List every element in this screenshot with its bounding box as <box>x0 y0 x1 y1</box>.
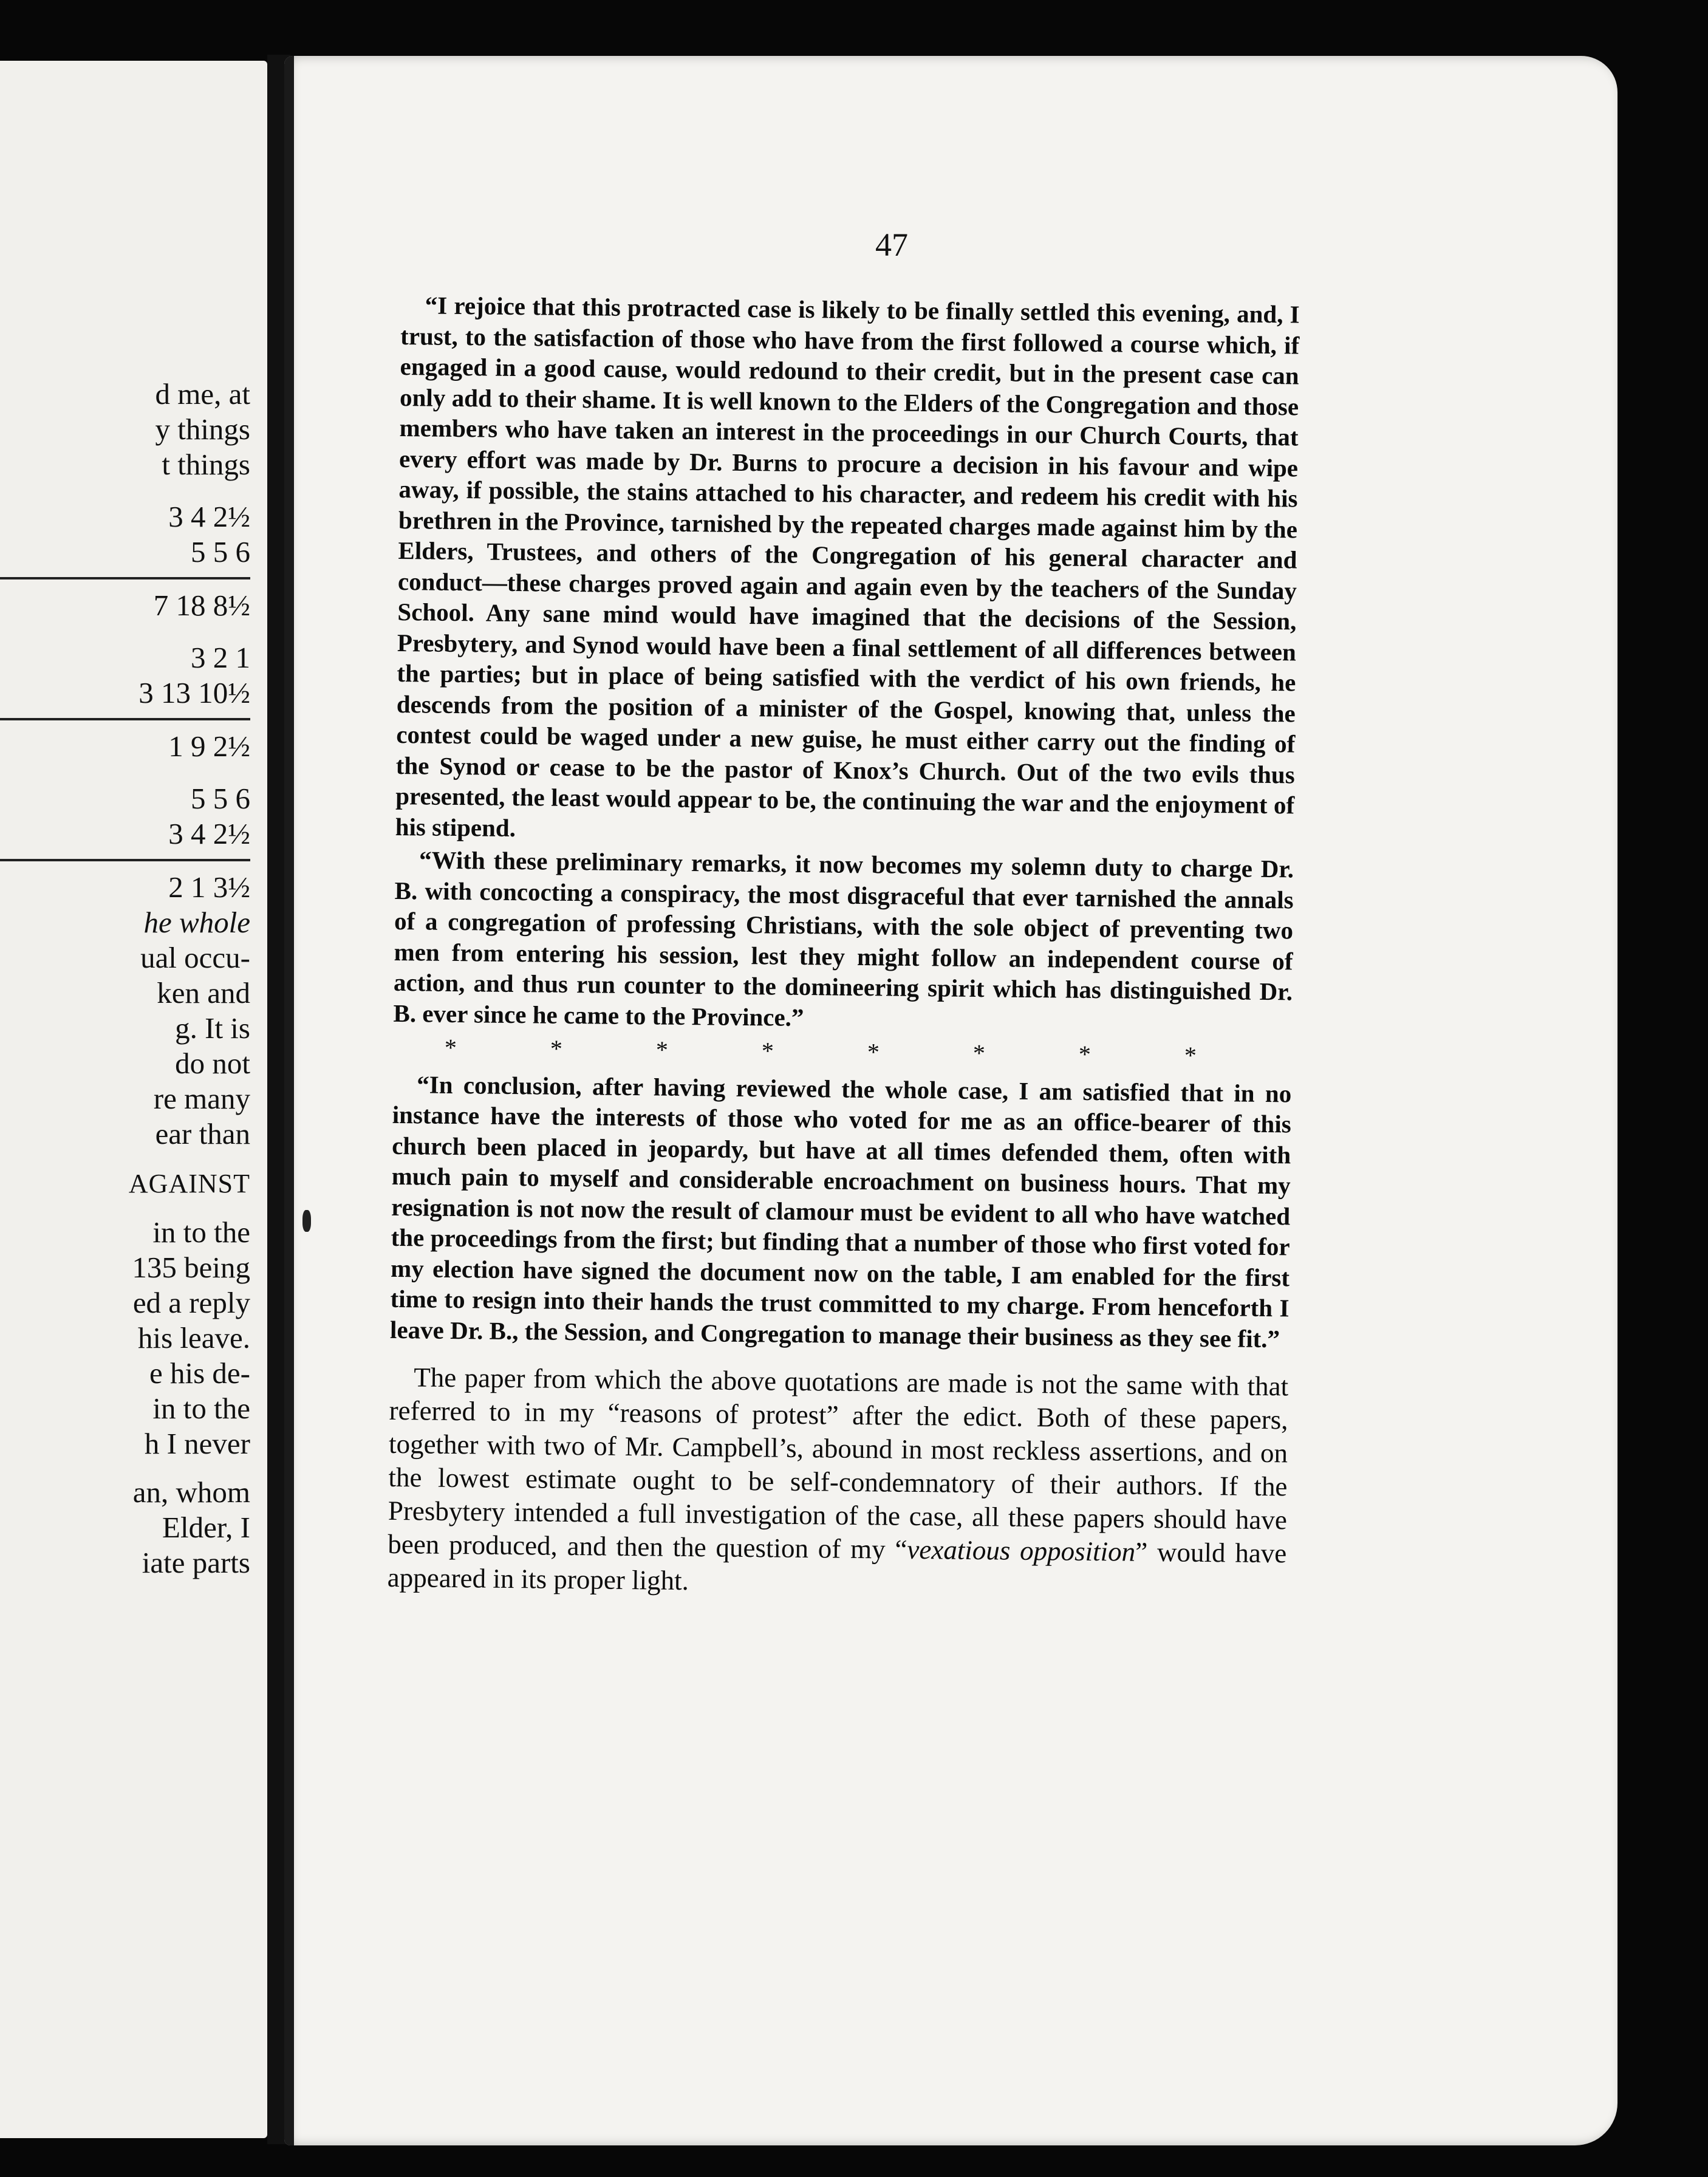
table-rule <box>0 718 250 720</box>
left-line: 135 being <box>132 1251 250 1284</box>
left-line: t things <box>162 448 250 481</box>
left-line: d me, at <box>155 377 250 411</box>
quote-paragraph: “I rejoice that this protracted case is likely to be finally settled this evening, and, I trust, to the satisfaction of those who have from the first followed a course which, if engaged in a good cause, would redound to their credit, but in the present case can only add to their shame. It is well known to the Elders of the Congregation and those members who have taken an interest in the proceedings in our Church Courts, that every effort was made by Dr. Burns to procure a decision in his favour and wipe away, if possible, the stains attached to his character, and redeem his credit with his brethren in the Province, tarnished by the repeated charges made against him by the Elders, Trustees, and others of the Congregation of his general character and conduct—these charges proved again and again even by the teachers of the Sunday School. Any sane mind would have imagined that the decisions of the Session, Presbytery, and Synod would have been a final settlement of all differences between the parties; but in place of being satisfied with the verdict of his own friends, he descends from the position of a minister of the Gospel, knowing that, unless the contest could be waged under a new guise, he must either carry out the finding of the Synod or cease to be the pastor of Knox’s Church. Out of the two evils thus presented, the least would appear to be, the continuing the war and the enjoyment of his stipend. <box>395 291 1300 842</box>
left-line: 3 4 2½ <box>168 817 250 850</box>
left-line: iate parts <box>142 1546 250 1579</box>
left-line: in to the <box>152 1392 250 1425</box>
left-line: his leave. <box>137 1321 250 1355</box>
section-break-stars: * * * * * * * * <box>444 1033 1241 1070</box>
left-line: ed a reply <box>132 1286 250 1319</box>
left-heading: AGAINST <box>128 1169 250 1198</box>
scan-speck <box>302 1210 311 1232</box>
page-inner-edge <box>284 56 294 2145</box>
page-number: 47 <box>875 227 908 263</box>
left-line: 1 9 2½ <box>168 730 250 763</box>
left-line: an, whom <box>132 1475 250 1509</box>
left-line: ken and <box>157 976 250 1010</box>
left-line: Elder, I <box>162 1511 250 1544</box>
left-line: 5 5 6 <box>191 535 250 569</box>
quote-paragraph: “In conclusion, after having reviewed the whole case, I am satisfied that in no instance have the interests of those who voted for me as an office-bearer of this church been placed in jeopardy, but have at all times defended them, often with much pain to myself and considerable encroachment on business hours. That my resignation is not now the result of clamour must be evident to all who have watched the proceedings from the first; but finding that a number of those who first voted for my election have signed the document now on the table, I am enabled for the first time to resign into their hands the trust committed to my charge. From henceforth I leave Dr. B., the Session, and Congregation to manage their business as they see fit.” <box>389 1070 1292 1353</box>
author-paragraph-text: The paper from which the above quotations are made is not the same with that referred to in my “reasons of protest” after the edict. Both of these papers, together with two of Mr. Campbell’s, abound in most reckless assertions, and on the lowest estimate ought to be self-condemnatory of their authors. If the Presbytery intended a full investigation of the case, all these papers should have been produced, and then the question of my “ <box>388 1362 1289 1565</box>
left-line: 3 4 2½ <box>168 500 250 533</box>
left-line: e his de- <box>149 1356 250 1390</box>
left-line: y things <box>155 412 250 446</box>
left-line: 5 5 6 <box>191 782 250 815</box>
table-rule <box>0 859 250 861</box>
left-line: in to the <box>152 1215 250 1249</box>
left-line: h I never <box>144 1427 250 1460</box>
italic-phrase: vexatious opposition <box>907 1534 1136 1567</box>
left-line: re many <box>153 1082 250 1115</box>
left-page-text <box>0 377 250 1581</box>
left-line: 3 13 10½ <box>138 676 250 709</box>
left-line: ual occu- <box>140 941 250 974</box>
author-paragraph-end: ” would have appeared in its proper light. <box>387 1536 1287 1596</box>
author-paragraph <box>388 1361 1289 1604</box>
body-text <box>388 290 1300 1604</box>
table-rule <box>0 577 250 579</box>
right-page <box>284 56 1617 2145</box>
left-line: he whole <box>143 906 250 939</box>
left-line: 2 1 3½ <box>168 870 250 904</box>
left-page <box>0 61 267 2138</box>
left-line: do not <box>175 1047 250 1080</box>
quote-paragraph: “With these preliminary remarks, it now becomes my solemn duty to charge Dr. B. with concocting a conspiracy, the most disgraceful that ever tarnished the annals of a congregation of professing Christians, with the sole object of preventing two men from entering his session, lest they might follow an independent course of action, and thus run counter to the domineering spirit which has distinguished Dr. B. ever since he came to the Province.” <box>393 846 1294 1031</box>
left-line: g. It is <box>175 1011 250 1045</box>
left-line: ear than <box>155 1117 250 1150</box>
left-line: 7 18 8½ <box>153 589 250 622</box>
left-line: 3 2 1 <box>191 641 250 674</box>
